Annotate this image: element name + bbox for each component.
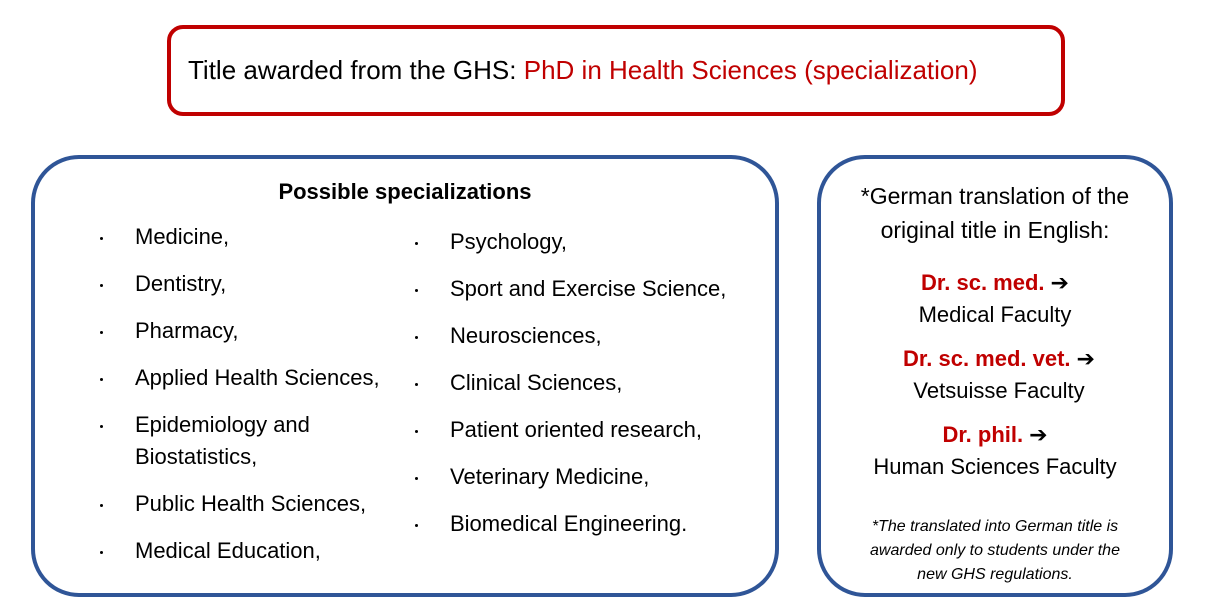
bullet-icon <box>415 430 418 433</box>
bullet-icon <box>100 378 103 381</box>
footnote: *The translated into German title is awarded only to students under the new GHS regulations. <box>870 518 1120 583</box>
specializations-heading: Possible specializations <box>278 179 532 204</box>
faculty-name: Human Sciences Faculty <box>873 454 1117 479</box>
bullet-icon <box>100 284 103 287</box>
list-item: Biomedical Engineering. <box>450 508 726 540</box>
translation-entry-human-sciences <box>821 419 1169 483</box>
title-prefix: Title awarded from the GHS: <box>188 55 517 85</box>
title-box <box>167 25 1065 116</box>
bullet-icon <box>415 289 418 292</box>
list-item: Veterinary Medicine, <box>450 461 726 493</box>
list-item: Neurosciences, <box>450 320 726 352</box>
list-item: Public Health Sciences, <box>135 488 380 520</box>
faculty-name: Vetsuisse Faculty <box>913 378 1085 403</box>
specializations-list-left <box>135 221 380 567</box>
bullet-icon <box>100 237 103 240</box>
bullet-icon <box>100 551 103 554</box>
list-item: Psychology, <box>450 226 726 258</box>
specializations-box <box>31 155 779 597</box>
bullet-icon <box>415 477 418 480</box>
translation-heading: *German translation of the original title in English: <box>860 183 1130 243</box>
list-item: Clinical Sciences, <box>450 367 726 399</box>
list-item: Applied Health Sciences, <box>135 362 380 394</box>
arrow-right-icon: ➔ <box>1029 422 1048 447</box>
bullet-icon <box>100 504 103 507</box>
translation-entry-medical <box>821 267 1169 331</box>
bullet-icon <box>415 383 418 386</box>
specializations-list-right <box>450 226 726 540</box>
list-item: Patient oriented research, <box>450 414 726 446</box>
degree-title: Dr. sc. med. vet. <box>903 346 1071 371</box>
translation-box <box>817 155 1173 597</box>
bullet-icon <box>415 524 418 527</box>
degree-title: Dr. phil. <box>942 422 1024 447</box>
bullet-icon <box>415 336 418 339</box>
list-item: Epidemiology and Biostatistics, <box>135 409 380 473</box>
bullet-icon <box>100 331 103 334</box>
title-degree: PhD in Health Sciences (specialization) <box>523 55 978 85</box>
translation-entry-vetsuisse <box>821 343 1169 407</box>
bullet-icon <box>100 425 103 428</box>
bullet-icon <box>415 242 418 245</box>
faculty-name: Medical Faculty <box>918 302 1072 327</box>
list-item: Medical Education, <box>135 535 380 567</box>
arrow-right-icon: ➔ <box>1076 346 1095 371</box>
list-item: Sport and Exercise Science, <box>450 273 726 305</box>
list-item: Dentistry, <box>135 268 380 300</box>
list-item: Pharmacy, <box>135 315 380 347</box>
degree-title: Dr. sc. med. <box>921 270 1045 295</box>
arrow-right-icon: ➔ <box>1050 270 1069 295</box>
list-item: Medicine, <box>135 221 380 253</box>
